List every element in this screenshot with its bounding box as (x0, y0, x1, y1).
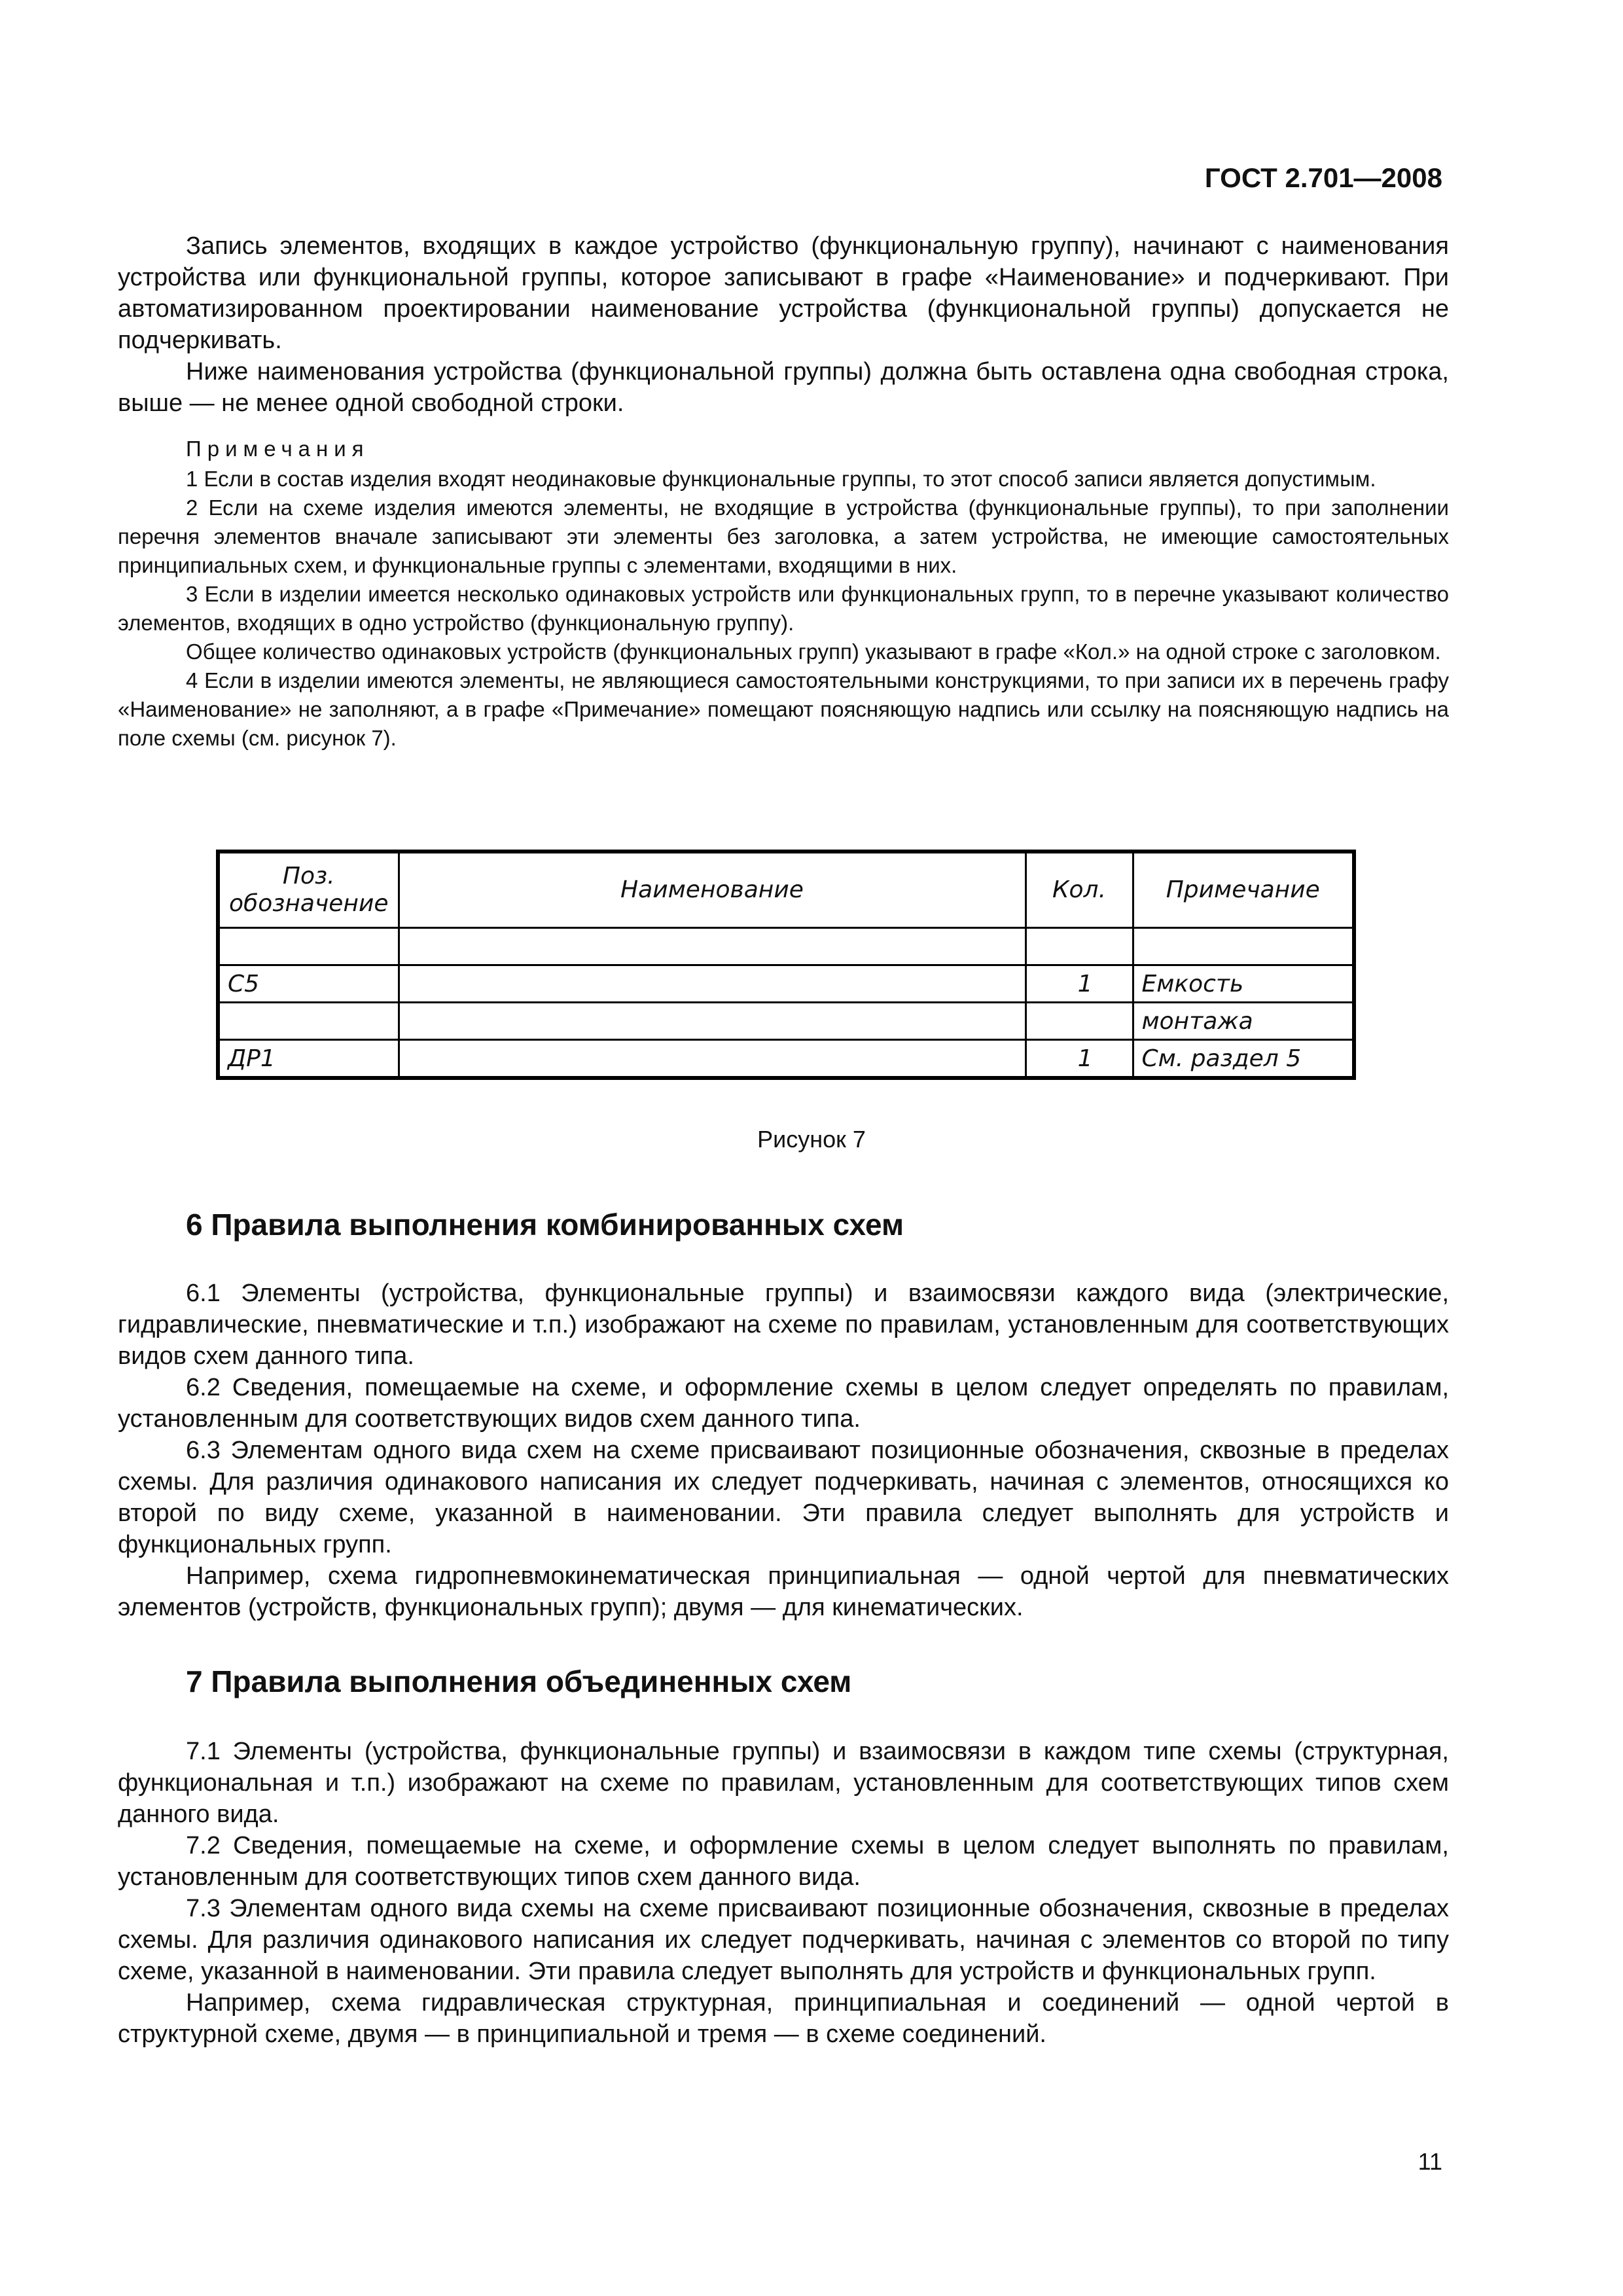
cell-pos (218, 928, 399, 965)
paragraph: Запись элементов, входящих в каждое устройство (функциональную группу), начинают с наименования устройства или функциональной группы, которое записывают в графе «Наименование» и подчеркивают. При автоматизированном проектировании наименование устройства (функциональной группы) допускается не подчеркивать. (118, 232, 1449, 354)
intro-block (118, 230, 1449, 419)
note-item: 2 Если на схеме изделия имеются элементы, не входящие в устройства (функциональные группы), то при заполнении перечня элементов вначале записывают эти элементы без заголовка, а затем устройства, не имеющие самостоятельных принципиальных схем, и функциональные группы с элементами, входящими в них. (118, 495, 1449, 577)
section-7-title: 7 Правила выполнения объединенных схем (186, 1664, 852, 1698)
section-6-body (118, 1278, 1449, 1623)
cell-note: монтажа (1133, 1003, 1354, 1040)
table-row (218, 1040, 1354, 1079)
paragraph: 7.1 Элементы (устройства, функциональные группы) и взаимосвязи в каждом типе схемы (структурная, функциональная и т.п.) изображают на схеме по правилам, установленным для соответствующих типов схем данного вида. (118, 1738, 1449, 1828)
header-pos-line1: Поз. (282, 863, 335, 889)
table-row (218, 1003, 1354, 1040)
note-item: 3 Если в изделии имеется несколько одинаковых устройств или функциональных групп, то в перечне указывают количество элементов, входящих в одно устройство (функциональную группу). (118, 582, 1449, 635)
cell-pos: ДР1 (218, 1040, 399, 1079)
header-qty: Кол. (1026, 852, 1133, 928)
header-name: Наименование (399, 852, 1026, 928)
page-number: 11 (1418, 2148, 1442, 2175)
table-row (218, 928, 1354, 965)
paragraph: 7.3 Элементам одного вида схемы на схеме присваивают позиционные обозначения, сквозные в пределах схемы. Для различия одинакового написания их следует подчеркивать, начиная с элементов со второй по типу схеме, указанной в наименовании. Эти правила следует выполнять для устройств и функциональных групп. (118, 1895, 1449, 1985)
cell-pos (218, 1003, 399, 1040)
notes-block (118, 435, 1449, 753)
cell-name (399, 1040, 1026, 1079)
cell-name (399, 928, 1026, 965)
header-pos-line2: обозначение (229, 890, 389, 917)
cell-name (399, 965, 1026, 1003)
cell-qty (1026, 1003, 1133, 1040)
table-header-row (218, 852, 1354, 928)
notes-title: Примечания (186, 437, 370, 461)
paragraph: 7.2 Сведения, помещаемые на схеме, и оформление схемы в целом следует выполнять по правилам, установленным для соответствующих типов схем данного вида. (118, 1832, 1449, 1891)
note-item: 1 Если в состав изделия входят неодинаковые функциональные группы, то этот способ записи является допустимым. (186, 467, 1376, 491)
cell-qty (1026, 928, 1133, 965)
note-item: 4 Если в изделии имеются элементы, не являющиеся самостоятельными конструкциями, то при записи их в перечень графу «Наименование» не заполняют, а в графе «Примечание» помещают поясняющую надпись или ссылку на поясняющую надпись на поле схемы (см. рисунок 7). (118, 668, 1449, 750)
cell-note (1133, 928, 1354, 965)
paragraph: 6.3 Элементам одного вида схем на схеме присваивают позиционные обозначения, сквозные в пределах схемы. Для различия одинакового написания их следует подчеркивать, начиная с элементов, относящихся ко второй по виду схеме, указанной в наименовании. Эти правила следует выполнять для устройств и функциональных групп. (118, 1437, 1449, 1558)
header-note: Примечание (1133, 852, 1354, 928)
cell-pos: С5 (218, 965, 399, 1003)
cell-qty: 1 (1026, 1040, 1133, 1079)
header-pos (218, 852, 399, 928)
element-list-table (216, 850, 1356, 1080)
figure-caption: Рисунок 7 (757, 1126, 866, 1153)
figure-7 (216, 850, 1352, 1080)
table-row (218, 965, 1354, 1003)
paragraph: Ниже наименования устройства (функциональной группы) должна быть оставлена одна свободная строка, выше — не менее одной свободной строки. (118, 358, 1449, 417)
cell-note: См. раздел 5 (1133, 1040, 1354, 1079)
cell-note: Емкость (1133, 965, 1354, 1003)
section-6-title: 6 Правила выполнения комбинированных схем (186, 1208, 904, 1242)
cell-qty: 1 (1026, 965, 1133, 1003)
section-7-body (118, 1736, 1449, 2050)
note-item: Общее количество одинаковых устройств (функциональных групп) указывают в графе «Кол.» на одной строке с заголовком. (186, 639, 1441, 664)
document-id: ГОСТ 2.701—2008 (1204, 162, 1442, 193)
paragraph: Например, схема гидравлическая структурная, принципиальная и соединений — одной чертой в структурной схеме, двумя — в принципиальной и тремя — в схеме соединений. (118, 1989, 1449, 2048)
paragraph: 6.2 Сведения, помещаемые на схеме, и оформление схемы в целом следует определять по правилам, установленным для соответствующих видов схем данного типа. (118, 1374, 1449, 1433)
cell-name (399, 1003, 1026, 1040)
paragraph: Например, схема гидропневмокинематическая принципиальная — одной чертой для пневматических элементов (устройств, функциональных групп); двумя — для кинематических. (118, 1562, 1449, 1621)
paragraph: 6.1 Элементы (устройства, функциональные группы) и взаимосвязи каждого вида (электрические, гидравлические, пневматические и т.п.) изображают на схеме по правилам, установленным для соответствующих видов схем данного типа. (118, 1280, 1449, 1370)
